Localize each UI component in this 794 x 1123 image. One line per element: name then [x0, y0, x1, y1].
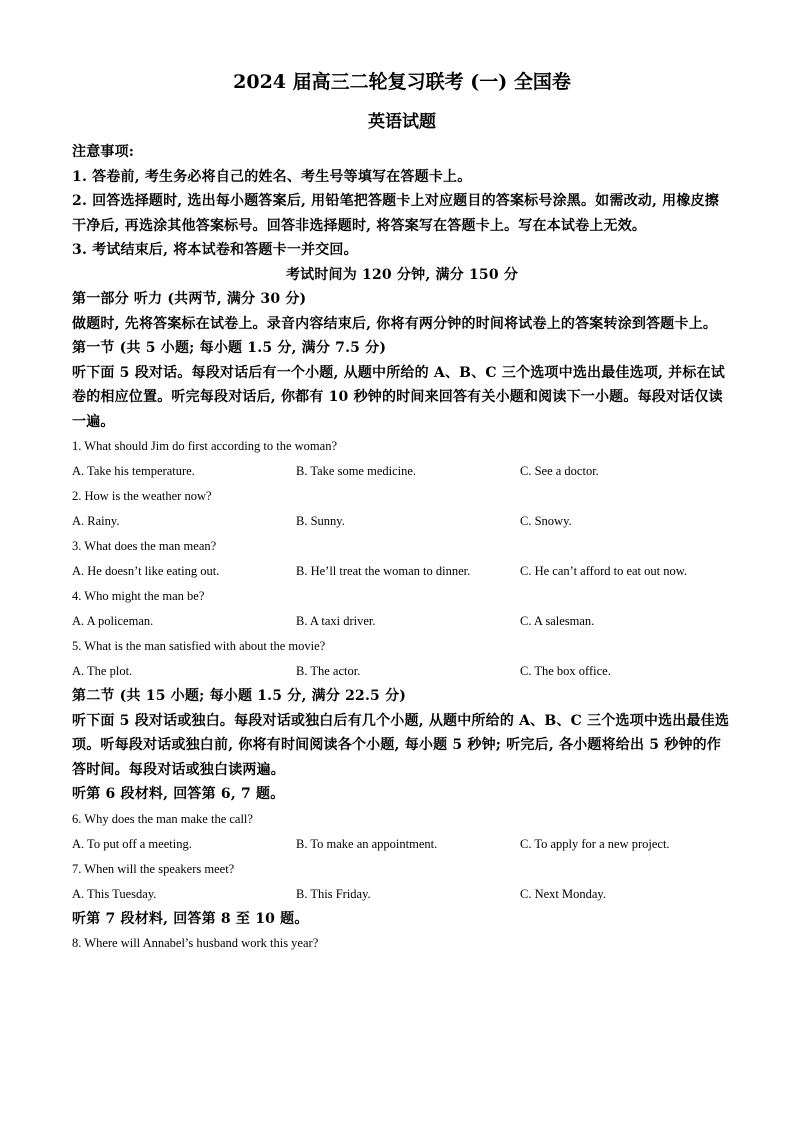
option-b: B. A taxi driver. — [296, 614, 376, 628]
option-row — [72, 659, 732, 684]
option-c: C. He can’t afford to eat out now. — [520, 564, 688, 578]
option-c: C. A salesman. — [520, 614, 595, 628]
option-row — [72, 509, 732, 534]
question-block — [72, 584, 732, 634]
question-block — [72, 534, 732, 584]
option-a: A. To put off a meeting. — [72, 836, 192, 851]
option-c: C. To apply for a new project. — [520, 836, 670, 851]
question-block — [72, 434, 732, 484]
option-b: B. Take some medicine. — [296, 464, 417, 478]
option-b: B. To make an appointment. — [296, 836, 438, 851]
section2-instruction: 听下面 5 段对话或独白。每段对话或独白后有几个小题, 从题中所给的 A、B、C 三个选项中选出最佳选项。听每段对话或独白前, 你将有时间阅读各个小题, 每小题 5 秒钟; 听完后, 各小题将给出 5 秒钟的作答时间。每段对话或独白读两遍。 — [72, 712, 730, 778]
exam-time-info: 考试时间为 120 分钟, 满分 150 分 — [285, 266, 519, 283]
option-row — [72, 832, 732, 857]
material-7-heading: 听第 7 段材料, 回答第 8 至 10 题。 — [72, 910, 309, 927]
option-a: A. This Tuesday. — [72, 886, 157, 901]
option-b: B. Sunny. — [296, 514, 345, 528]
material-6-heading: 听第 6 段材料, 回答第 6, 7 题。 — [72, 786, 285, 802]
part1-instruction: 做题时, 先将答案标在试卷上。录音内容结束后, 你将有两分钟的时间将试卷上的答案转涂到答题卡上。 — [72, 315, 718, 332]
question-stem: 8. Where will Annabel’s husband work this year? — [72, 936, 319, 950]
option-a: A. He doesn’t like eating out. — [72, 564, 220, 578]
option-row — [72, 609, 732, 634]
option-b: B. This Friday. — [296, 886, 371, 901]
question-stem: 3. What does the man mean? — [72, 539, 217, 553]
option-c: C. Snowy. — [520, 514, 572, 528]
option-row — [72, 459, 732, 484]
section2-heading: 第二节 (共 15 小题; 每小题 1.5 分, 满分 22.5 分) — [72, 688, 407, 704]
note-item: 2. 回答选择题时, 选出每小题答案后, 用铅笔把答题卡上对应题目的答案标号涂黑。如需改动, 用橡皮擦干净后, 再选涂其他答案标号。回答非选择题时, 将答案写在答题卡上。写在本试卷上无效。 — [72, 193, 719, 234]
exam-page — [72, 70, 732, 956]
notes-heading: 注意事项: — [72, 144, 135, 160]
section1-instruction: 听下面 5 段对话。每段对话后有一个小题, 从题中所给的 A、B、C 三个选项中选出最佳选项, 并标在试卷的相应位置。听完每段对话后, 你都有 10 秒钟的时间来回答有关小题和阅读下一小题。每段对话仅读一遍。 — [72, 364, 725, 430]
question-block — [72, 634, 732, 684]
question-block — [72, 857, 732, 907]
option-a: A. The plot. — [72, 664, 133, 678]
question-stem: 4. Who might the man be? — [72, 589, 205, 603]
page-subtitle: 英语试题 — [368, 112, 436, 132]
question-stem: 1. What should Jim do first according to the woman? — [72, 439, 337, 453]
option-b: B. The actor. — [296, 664, 361, 678]
option-c: C. Next Monday. — [520, 886, 606, 901]
note-item: 1. 答卷前, 考生务必将自己的姓名、考生号等填写在答题卡上。 — [72, 168, 472, 185]
question-stem: 7. When will the speakers meet? — [72, 861, 235, 876]
option-a: A. A policeman. — [72, 614, 154, 628]
question-block — [72, 484, 732, 534]
option-b: B. He’ll treat the woman to dinner. — [296, 564, 471, 578]
option-a: A. Take his temperature. — [72, 464, 195, 478]
question-stem: 5. What is the man satisfied with about the movie? — [72, 639, 326, 653]
note-item: 3. 考试结束后, 将本试卷和答题卡一并交回。 — [72, 242, 358, 258]
question-block — [72, 807, 732, 857]
option-c: C. The box office. — [520, 664, 611, 678]
question-stem: 2. How is the weather now? — [72, 489, 212, 503]
question-stem: 6. Why does the man make the call? — [72, 811, 253, 826]
section1-heading: 第一节 (共 5 小题; 每小题 1.5 分, 满分 7.5 分) — [72, 340, 387, 356]
option-row — [72, 559, 732, 584]
page-title: 2024 届高三二轮复习联考 (一) 全国卷 — [233, 71, 571, 93]
part1-heading: 第一部分 听力 (共两节, 满分 30 分) — [72, 291, 307, 307]
option-a: A. Rainy. — [72, 514, 120, 528]
option-c: C. See a doctor. — [520, 464, 599, 478]
option-row — [72, 882, 732, 907]
